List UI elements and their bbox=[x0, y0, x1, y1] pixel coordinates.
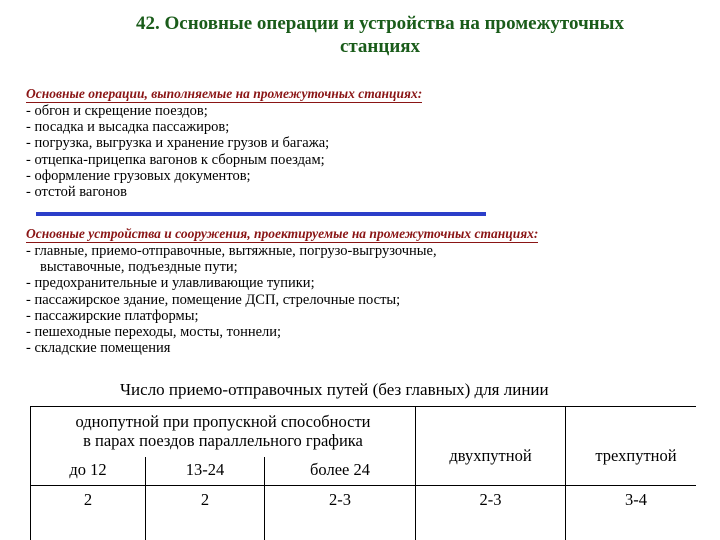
devices-item: - пешеходные переходы, мосты, тоннели; bbox=[26, 324, 282, 341]
operations-item: - обгон и скрещение поездов; bbox=[26, 103, 208, 119]
table-cell: 2 bbox=[200, 490, 210, 509]
devices-item: - пассажирские платформы; bbox=[26, 307, 199, 324]
devices-item: - складские помещения bbox=[26, 340, 171, 357]
devices-heading: Основные устройства и сооружения, проектируемые на промежуточных станциях: bbox=[26, 226, 539, 241]
table-caption: Число приемо-отправочных путей (без главных) для линии bbox=[120, 380, 549, 399]
table-cell: 3-4 bbox=[625, 490, 647, 509]
page-title-line-1: 42. Основные операции и устройства на промежуточных bbox=[136, 13, 624, 34]
table-line-v4 bbox=[415, 406, 416, 540]
devices-item: - пассажирское здание, помещение ДСП, стрелочные посты; bbox=[26, 291, 401, 308]
table-cell: 2-3 bbox=[479, 490, 502, 509]
single-track-header bbox=[31, 412, 415, 450]
table-line-top bbox=[30, 406, 696, 407]
table-line-v5 bbox=[565, 406, 566, 540]
devices-list bbox=[26, 243, 437, 356]
devices-item: выставочные, подъездные пути; bbox=[40, 259, 238, 276]
operations-heading: Основные операции, выполняемые на промежуточных станциях: bbox=[26, 86, 423, 101]
section-divider bbox=[36, 212, 486, 216]
sub-header-up-to-12: до 12 bbox=[69, 460, 107, 479]
page-title bbox=[40, 12, 720, 58]
devices-item: - предохранительные и улавливающие тупики; bbox=[26, 275, 315, 292]
page-title-line-2: станциях bbox=[339, 36, 421, 57]
sub-header-13-24: 13-24 bbox=[185, 460, 225, 479]
operations-item: - оформление грузовых документов; bbox=[26, 167, 251, 184]
operations-item: - погрузка, выгрузка и хранение грузов и багажа; bbox=[26, 135, 330, 152]
operations-item: - посадка и высадка пассажиров; bbox=[26, 119, 230, 136]
operations-list bbox=[26, 103, 329, 200]
single-track-header-line-1: однопутной при пропускной способности bbox=[75, 412, 371, 431]
single-track-header-line-2: в парах поездов параллельного графика bbox=[83, 431, 363, 450]
double-track-header: двухпутной bbox=[449, 446, 532, 465]
table-line-mid bbox=[30, 485, 696, 486]
table-cell: 2 bbox=[83, 490, 93, 509]
triple-track-header: трехпутной bbox=[595, 446, 677, 465]
operations-item: - отцепка-прицепка вагонов к сборным поездам; bbox=[26, 151, 325, 168]
devices-item: - главные, приемо-отправочные, вытяжные, погрузо-выгрузочные, bbox=[26, 243, 437, 259]
sub-header-over-24: более 24 bbox=[310, 460, 370, 479]
operations-item: - отстой вагонов bbox=[26, 184, 128, 201]
table-cell: 2-3 bbox=[329, 490, 351, 509]
